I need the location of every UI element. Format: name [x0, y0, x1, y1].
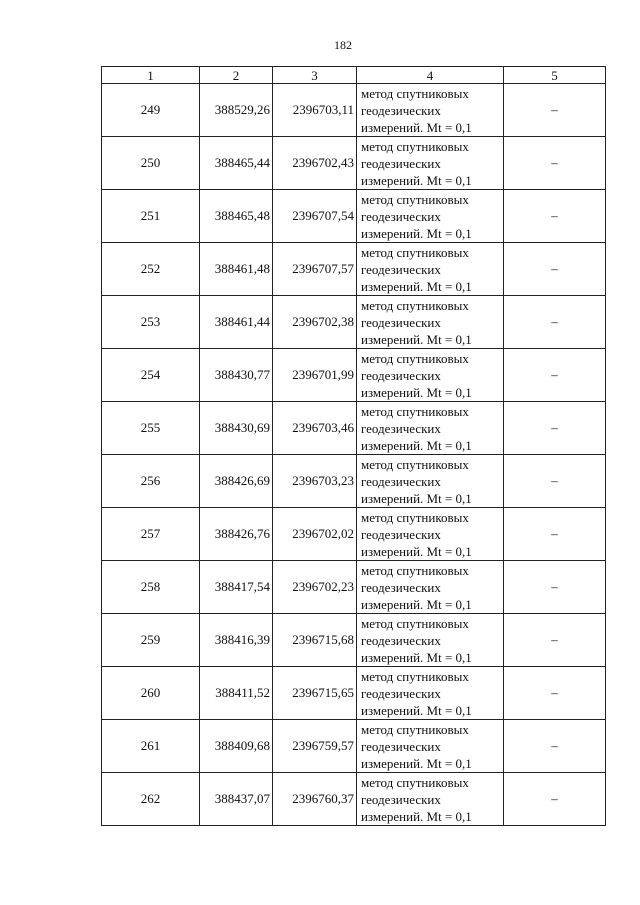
- table-row: [102, 773, 606, 826]
- note-cell: –: [504, 720, 606, 773]
- method-line: метод спутниковых: [361, 456, 469, 472]
- method-line: измерений. Mt = 0,1: [361, 278, 472, 294]
- note-cell: –: [504, 402, 606, 455]
- method-line: метод спутниковых: [361, 774, 469, 790]
- x-coordinate-cell: 388426,76: [200, 508, 273, 561]
- table-row: [102, 137, 606, 190]
- method-line: метод спутниковых: [361, 244, 469, 260]
- point-number-cell: 250: [102, 137, 200, 190]
- method-cell: [357, 720, 504, 773]
- method-line: геодезических: [361, 155, 441, 171]
- note-cell: –: [504, 137, 606, 190]
- method-line: метод спутниковых: [361, 138, 469, 154]
- y-coordinate-cell: 2396707,54: [273, 190, 357, 243]
- table-row: [102, 84, 606, 137]
- header-col-1: 1: [102, 67, 200, 84]
- point-number-cell: 249: [102, 84, 200, 137]
- x-coordinate-cell: 388416,39: [200, 614, 273, 667]
- y-coordinate-cell: 2396702,43: [273, 137, 357, 190]
- point-number-cell: 258: [102, 561, 200, 614]
- y-coordinate-cell: 2396702,23: [273, 561, 357, 614]
- method-cell: [357, 349, 504, 402]
- method-line: геодезических: [361, 632, 441, 648]
- x-coordinate-cell: 388430,69: [200, 402, 273, 455]
- method-line: измерений. Mt = 0,1: [361, 808, 472, 824]
- table-row: [102, 455, 606, 508]
- note-cell: –: [504, 243, 606, 296]
- table-row: [102, 349, 606, 402]
- method-line: измерений. Mt = 0,1: [361, 437, 472, 453]
- method-line: измерений. Mt = 0,1: [361, 172, 472, 188]
- table-row: [102, 720, 606, 773]
- table-row: [102, 561, 606, 614]
- note-cell: –: [504, 667, 606, 720]
- x-coordinate-cell: 388430,77: [200, 349, 273, 402]
- method-line: геодезических: [361, 685, 441, 701]
- coordinates-table: [101, 66, 606, 826]
- method-line: геодезических: [361, 579, 441, 595]
- point-number-cell: 254: [102, 349, 200, 402]
- table-row: [102, 243, 606, 296]
- method-cell: [357, 137, 504, 190]
- note-cell: –: [504, 508, 606, 561]
- method-line: метод спутниковых: [361, 509, 469, 525]
- method-line: геодезических: [361, 791, 441, 807]
- method-line: геодезических: [361, 261, 441, 277]
- x-coordinate-cell: 388461,44: [200, 296, 273, 349]
- note-cell: –: [504, 190, 606, 243]
- header-row: [102, 67, 606, 84]
- x-coordinate-cell: 388409,68: [200, 720, 273, 773]
- x-coordinate-cell: 388461,48: [200, 243, 273, 296]
- method-line: метод спутниковых: [361, 615, 469, 631]
- y-coordinate-cell: 2396707,57: [273, 243, 357, 296]
- point-number-cell: 262: [102, 773, 200, 826]
- method-line: метод спутниковых: [361, 562, 469, 578]
- point-number-cell: 252: [102, 243, 200, 296]
- method-line: геодезических: [361, 420, 441, 436]
- table-header: [102, 67, 606, 84]
- note-cell: –: [504, 455, 606, 508]
- point-number-cell: 259: [102, 614, 200, 667]
- method-line: метод спутниковых: [361, 403, 469, 419]
- method-line: геодезических: [361, 526, 441, 542]
- table-row: [102, 190, 606, 243]
- method-line: метод спутниковых: [361, 297, 469, 313]
- method-line: метод спутниковых: [361, 668, 469, 684]
- method-cell: [357, 667, 504, 720]
- method-line: измерений. Mt = 0,1: [361, 119, 472, 135]
- y-coordinate-cell: 2396702,02: [273, 508, 357, 561]
- header-col-4: 4: [357, 67, 504, 84]
- method-cell: [357, 455, 504, 508]
- method-line: измерений. Mt = 0,1: [361, 384, 472, 400]
- x-coordinate-cell: 388465,48: [200, 190, 273, 243]
- y-coordinate-cell: 2396703,46: [273, 402, 357, 455]
- method-cell: [357, 773, 504, 826]
- point-number-cell: 261: [102, 720, 200, 773]
- header-col-3: 3: [273, 67, 357, 84]
- x-coordinate-cell: 388411,52: [200, 667, 273, 720]
- note-cell: –: [504, 773, 606, 826]
- point-number-cell: 256: [102, 455, 200, 508]
- y-coordinate-cell: 2396715,65: [273, 667, 357, 720]
- header-col-5: 5: [504, 67, 606, 84]
- table-row: [102, 614, 606, 667]
- method-line: геодезических: [361, 314, 441, 330]
- method-line: геодезических: [361, 102, 441, 118]
- y-coordinate-cell: 2396703,23: [273, 455, 357, 508]
- x-coordinate-cell: 388465,44: [200, 137, 273, 190]
- point-number-cell: 257: [102, 508, 200, 561]
- method-line: измерений. Mt = 0,1: [361, 755, 472, 771]
- note-cell: –: [504, 349, 606, 402]
- method-line: геодезических: [361, 738, 441, 754]
- x-coordinate-cell: 388529,26: [200, 84, 273, 137]
- y-coordinate-cell: 2396702,38: [273, 296, 357, 349]
- method-cell: [357, 614, 504, 667]
- method-line: измерений. Mt = 0,1: [361, 331, 472, 347]
- table-row: [102, 508, 606, 561]
- method-cell: [357, 296, 504, 349]
- method-cell: [357, 402, 504, 455]
- x-coordinate-cell: 388437,07: [200, 773, 273, 826]
- y-coordinate-cell: 2396701,99: [273, 349, 357, 402]
- table-body: [102, 84, 606, 826]
- y-coordinate-cell: 2396760,37: [273, 773, 357, 826]
- note-cell: –: [504, 561, 606, 614]
- method-line: измерений. Mt = 0,1: [361, 225, 472, 241]
- point-number-cell: 253: [102, 296, 200, 349]
- method-line: геодезических: [361, 208, 441, 224]
- method-cell: [357, 243, 504, 296]
- y-coordinate-cell: 2396759,57: [273, 720, 357, 773]
- method-cell: [357, 508, 504, 561]
- method-line: измерений. Mt = 0,1: [361, 490, 472, 506]
- page-number: 182: [334, 38, 352, 52]
- table-row: [102, 402, 606, 455]
- header-col-2: 2: [200, 67, 273, 84]
- note-cell: –: [504, 614, 606, 667]
- method-cell: [357, 190, 504, 243]
- method-line: измерений. Mt = 0,1: [361, 702, 472, 718]
- note-cell: –: [504, 84, 606, 137]
- point-number-cell: 255: [102, 402, 200, 455]
- y-coordinate-cell: 2396715,68: [273, 614, 357, 667]
- method-line: измерений. Mt = 0,1: [361, 649, 472, 665]
- method-line: метод спутниковых: [361, 191, 469, 207]
- method-line: геодезических: [361, 367, 441, 383]
- x-coordinate-cell: 388417,54: [200, 561, 273, 614]
- x-coordinate-cell: 388426,69: [200, 455, 273, 508]
- point-number-cell: 260: [102, 667, 200, 720]
- y-coordinate-cell: 2396703,11: [273, 84, 357, 137]
- method-line: измерений. Mt = 0,1: [361, 543, 472, 559]
- method-line: метод спутниковых: [361, 350, 469, 366]
- point-number-cell: 251: [102, 190, 200, 243]
- table-row: [102, 296, 606, 349]
- table-row: [102, 667, 606, 720]
- method-cell: [357, 84, 504, 137]
- method-line: метод спутниковых: [361, 721, 469, 737]
- method-line: измерений. Mt = 0,1: [361, 596, 472, 612]
- method-line: метод спутниковых: [361, 85, 469, 101]
- method-line: геодезических: [361, 473, 441, 489]
- note-cell: –: [504, 296, 606, 349]
- method-cell: [357, 561, 504, 614]
